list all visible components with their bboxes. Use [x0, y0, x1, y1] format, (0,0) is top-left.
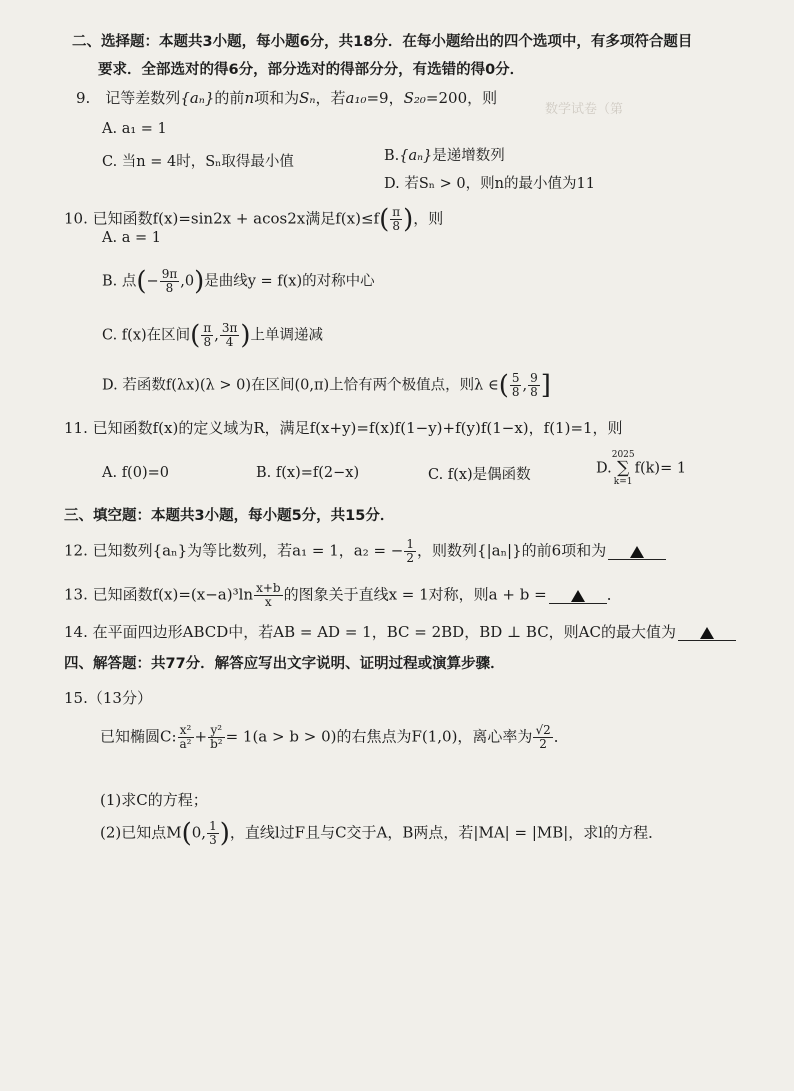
q9-option-d: D. 若Sₙ > 0，则n的最小值为11 — [384, 176, 595, 192]
q10-option-d: D. 若函数f(λx)(λ > 0)在区间(0,π)上恰有两个极值点，则λ ∈( $\frac{5}{8}$ , $\frac{9}{8}$ ] — [102, 370, 551, 401]
triangle-marker-icon — [700, 627, 714, 639]
section-fill-heading: 三、填空题：本题共3小题，每小题5分，共15分． — [64, 508, 395, 524]
q12-stem: 12. 已知数列{aₙ}为等比数列，若a₁ = 1，a₂ = − $\frac{1}{2}$ ，则数列{|aₙ|}的前6项和为 — [64, 538, 666, 568]
q11-option-a: A. f(0)=0 — [102, 465, 169, 481]
q13-stem: 13. 已知函数f(x)=(x−a)³ln $\frac{x+b}{x}$ 的图象关于直线x = 1对称，则a + b = ． — [64, 581, 622, 609]
q10-option-b: B. 点(− $\frac{9\pi}{8}$ ,0)是曲线y = f(x)的对称中心 — [102, 266, 375, 297]
q11-option-b: B. f(x)=f(2−x) — [256, 465, 360, 481]
q9-stem: 9. 记等差数列{aₙ}的前n项和为Sₙ，若a₁₀=9，S₂₀=200，则 — [76, 89, 498, 107]
q9-option-c: C. 当n = 4时，Sₙ取得最小值 — [102, 154, 294, 170]
section-answer-heading: 四、解答题：共77分．解答应写出文字说明、证明过程或演算步骤． — [64, 656, 505, 672]
q11-stem: 11. 已知函数f(x)的定义域为R，满足f(x+y)=f(x)f(1−y)+f(y)f(1−x)，f(1)=1，则 — [64, 419, 623, 437]
q12-answer-blank[interactable] — [608, 543, 666, 560]
triangle-marker-icon — [630, 546, 644, 558]
section-multi-heading-cont: 要求．全部选对的得6分，部分选对的得部分分，有选错的得0分． — [98, 62, 525, 78]
q13-answer-blank[interactable] — [549, 587, 607, 604]
q15-part-1: (1)求C的方程； — [100, 791, 208, 809]
q14-stem: 14. 在平面四边形ABCD中，若AB = AD = 1，BC = 2BD，BD ⊥ BC，则AC的最大值为 — [64, 622, 736, 642]
q14-answer-blank[interactable] — [678, 624, 736, 641]
q11-option-d: D.2025 ∑ k=1f(k)= 1 — [596, 450, 687, 487]
q15-stem: 已知椭圆C: $\frac{\text{x²}}{\text{a²}}$ + $\frac{\text{y²}}{\text{b²}}$ = 1(a > b > 0)的右焦点为F(1,0)，离心率为 $\frac{√2}{2}$ ． — [100, 723, 569, 751]
q15-part-2: (2)已知点M(0, $\frac{1}{3}$ )，直线l过F且与C交于A，B两点，若|MA| = |MB|，求l的方程． — [100, 818, 664, 849]
q15-heading: 15.（13分） — [64, 689, 152, 707]
q10-option-a: A. a = 1 — [102, 230, 161, 246]
q9-option-a: A. a₁ = 1 — [102, 121, 167, 137]
q10-option-c: C. f(x)在区间( $\frac{\pi}{8}$ , $\frac{3\pi}{4}$ )上单调递减 — [102, 320, 323, 351]
q9-option-b: B.{aₙ}是递增数列 — [384, 148, 505, 164]
q11-option-c: C. f(x)是偶函数 — [428, 467, 531, 483]
triangle-marker-icon — [571, 590, 585, 602]
q10-stem: 10. 已知函数f(x)=sin2x + acos2x满足f(x)≤f( $\frac{\pi}{8}$ )，则 — [64, 204, 444, 235]
show-through-text: 数学试卷（第 — [545, 102, 624, 117]
section-multi-heading: 二、选择题：本题共3小题，每小题6分，共18分．在每小题给出的四个选项中，有多项符合题目 — [72, 34, 693, 50]
